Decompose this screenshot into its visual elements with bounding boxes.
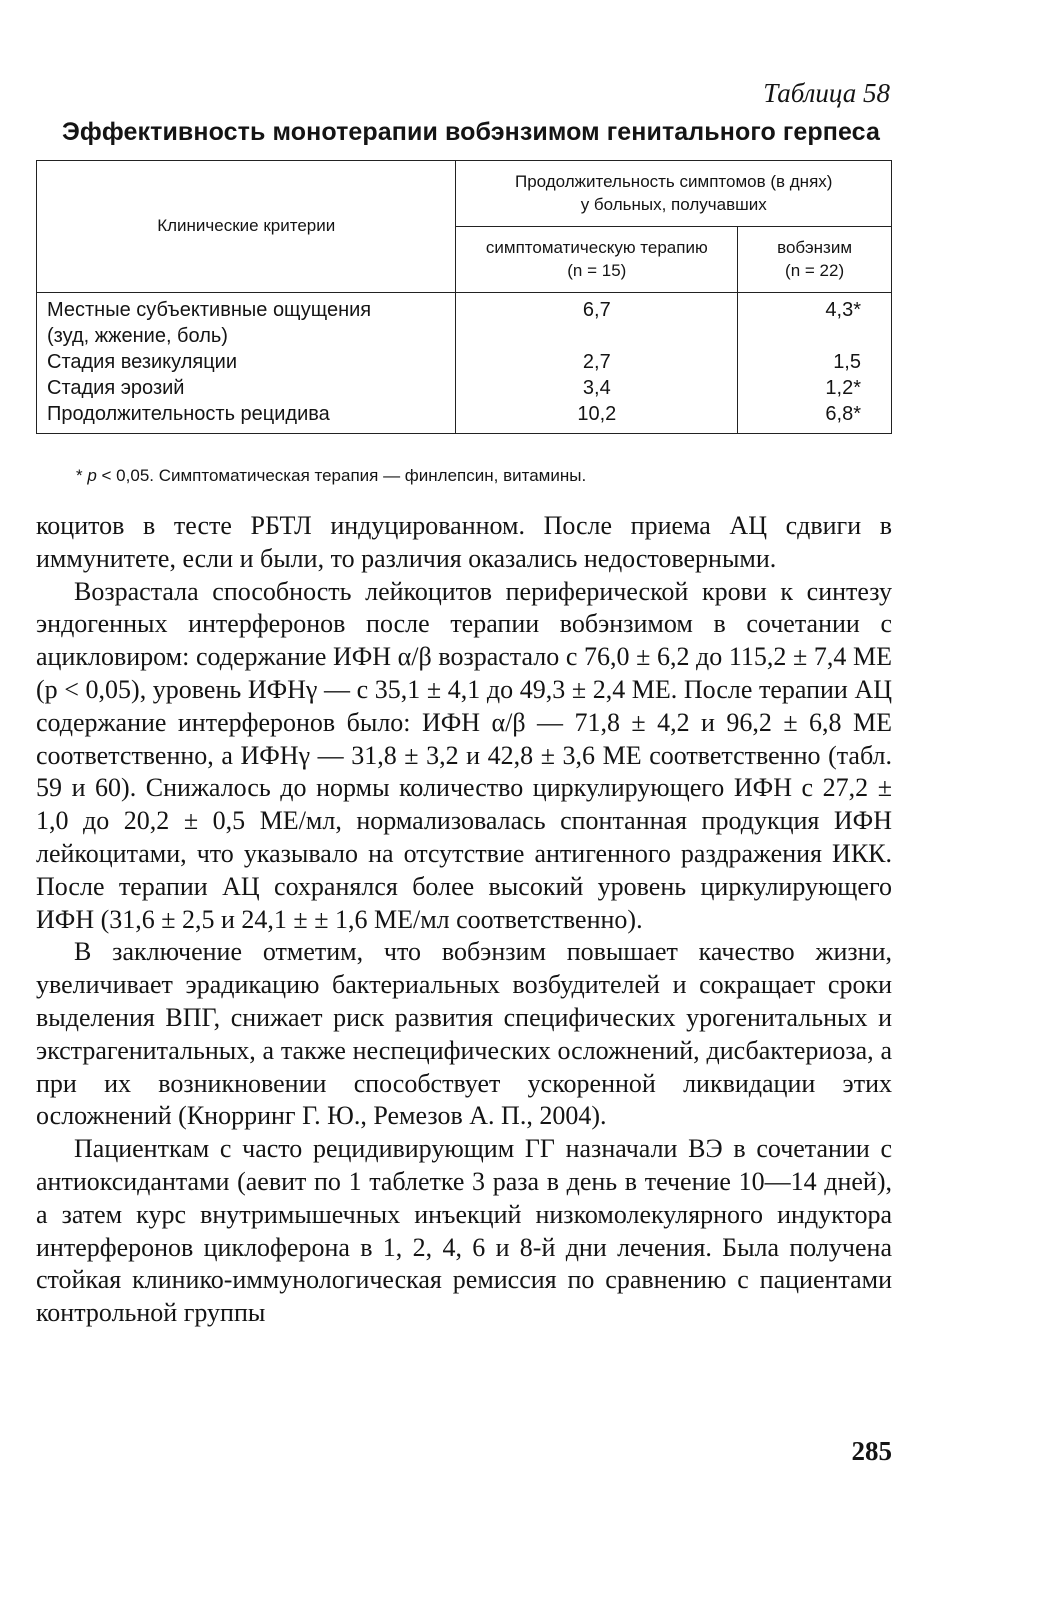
symptomatic-value: 6,7 (456, 293, 738, 350)
header-criteria-label: Клинические критерии (157, 216, 336, 236)
header-symptomatic (456, 227, 738, 293)
header-symptomatic-line2: (n = 15) (567, 260, 627, 280)
table-row (37, 375, 892, 401)
paragraph-2: Возрастала способность лейкоцитов периферической крови к синтезу эндогенных интерферонов после терапии вобэнзимом в сочетании с ацикловиром: содержание ИФН α/β возрастало с 76,0 ± 6,2 до 115,2 ± 7,4 МЕ (p < 0,05), уровень ИФНγ — с 35,1 ± 4,1 до 49,3 ± 2,4 МЕ. После терапии АЦ содержание интерферонов было: ИФН α/β — 71,8 ± 4,2 и 96,2 ± 6,8 МЕ соответственно, а ИФНγ — 31,8 ± 3,2 и 42,8 ± 3,6 МЕ соответственно (табл. 59 и 60). Снижалось до нормы количество циркулирующего ИФН с 27,2 ± 1,0 до 20,2 ± 0,5 МЕ/мл, нормализовалась спонтанная продукция ИФН лейкоцитами, что указывало на отсутствие антигенного раздражения ИКК. После терапии АЦ сохранялся более высокий уровень циркулирующего ИФН (31,6 ± 2,5 и 24,1 ± ± 1,6 МЕ/мл соответственно). (36, 576, 892, 934)
criterion-cell: Стадия эрозий (37, 375, 456, 401)
header-duration-line2: у больных, получавших (580, 194, 767, 214)
wobenzym-value: 1,5 (738, 349, 892, 375)
table-row (37, 349, 892, 375)
table-row (37, 293, 892, 350)
symptomatic-value: 10,2 (456, 401, 738, 434)
footnote-p: p (87, 466, 97, 485)
body-text (36, 510, 892, 1330)
paragraph-3: В заключение отметим, что вобэнзим повышает качество жизни, увеличивает эрадикацию бактериальных возбудителей и сокращает сроки выделения ВПГ, снижает риск развития специфических урогенитальных и экстрагенитальных, а также неспецифических осложнений, дисбактериоза, а при их возникновении способствует ускоренной ликвидации этих осложнений (Кнорринг Г. Ю., Ремезов А. П., 2004). (36, 937, 892, 1131)
table-caption: Таблица 58 (763, 78, 890, 108)
header-criteria (37, 161, 456, 293)
symptomatic-value: 3,4 (456, 375, 738, 401)
criterion-line1: Местные субъективные ощущения (47, 299, 372, 321)
criterion-cell: Стадия везикуляции (37, 349, 456, 375)
paragraph-1: коцитов в тесте РБТЛ индуцированном. После приема АЦ сдвиги в иммунитете, если и были, то различия оказались недостоверными. (36, 511, 892, 573)
header-wobenzym-line2: (n = 22) (785, 260, 845, 280)
efficacy-table (36, 160, 892, 434)
footnote-text: < 0,05. Симптоматическая терапия — финлепсин, витамины. (96, 466, 587, 485)
table-title: Эффективность монотерапии вобэнзимом генитального герпеса (62, 118, 880, 146)
header-duration (456, 161, 892, 227)
header-duration-line1: Продолжительность симптомов (в днях) (515, 172, 833, 192)
table-footnote (76, 466, 586, 486)
wobenzym-value: 1,2* (738, 375, 892, 401)
wobenzym-value: 4,3* (738, 293, 892, 350)
table-row (37, 401, 892, 434)
header-wobenzym (738, 227, 892, 293)
criterion-cell (37, 293, 456, 350)
wobenzym-value: 6,8* (738, 401, 892, 434)
criterion-cell: Продолжительность рецидива (37, 401, 456, 434)
symptomatic-value: 2,7 (456, 349, 738, 375)
header-wobenzym-line1: вобэнзим (777, 238, 853, 258)
footnote-marker: * (76, 466, 88, 485)
paragraph-4: Пациенткам с часто рецидивирующим ГГ назначали ВЭ в сочетании с антиоксидантами (аевит по 1 таблетке 3 раза в день в течение 10—14 дней), а затем курс внутримышечных инъекций низкомолекулярного индуктора интерферонов циклоферона в 1, 2, 4, 6 и 8-й дни лечения. Была получена стойкая клинико-иммунологическая ремиссия по сравнению с пациентами контрольной группы (36, 1134, 892, 1328)
page-number: 285 (851, 1436, 892, 1466)
header-symptomatic-line1: симптоматическую терапию (485, 238, 708, 258)
criterion-line2: (зуд, жжение, боль) (47, 325, 228, 347)
